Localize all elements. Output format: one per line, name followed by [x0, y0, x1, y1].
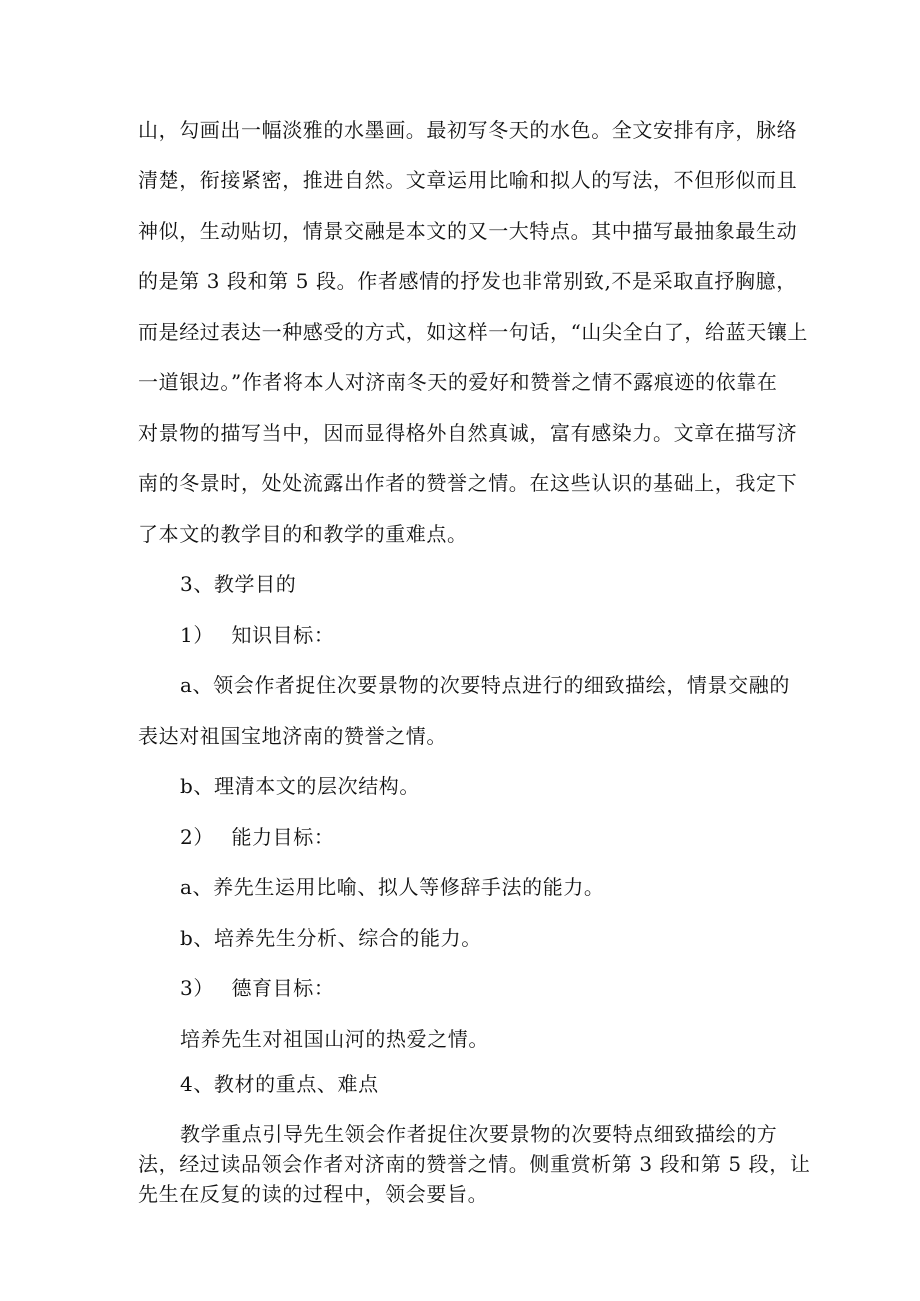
focus-para-line-1: 教学重点引导先生领会作者捉住次要景物的次要特点细致描绘的方	[180, 1122, 778, 1146]
section-3-title: 3、教学目的	[180, 572, 297, 596]
goal-2-title: 2） 能力目标：	[180, 825, 335, 849]
goal-1-a-line-2: 表达对祖国宝地济南的赞誉之情。	[138, 724, 447, 748]
goal-1-b: b、理清本文的层次结构。	[180, 774, 421, 798]
para1-line-3: 神似，生动贴切，情景交融是本文的又一大特点。其中描写最抽象最生动	[138, 219, 798, 243]
para1-line-7: 对景物的描写当中，因而显得格外自然真诚，富有感染力。文章在描写济	[138, 421, 798, 445]
para1-line-5: 而是经过表达一种感受的方式，如这样一句话，“山尖全白了，给蓝天镶上	[138, 320, 809, 344]
focus-para-line-2: 法，经过读品领会作者对济南的赞誉之情。侧重赏析第 3 段和第 5 段，让	[138, 1152, 811, 1176]
goal-3-text: 培养先生对祖国山河的热爱之情。	[180, 1027, 489, 1051]
para1-line-4: 的是第 3 段和第 5 段。作者感情的抒发也非常别致,不是采取直抒胸臆，	[138, 269, 797, 293]
goal-1-title: 1） 知识目标：	[180, 623, 335, 647]
goal-3-title: 3） 德育目标：	[180, 976, 335, 1000]
para1-line-9: 了本文的教学目的和教学的重难点。	[138, 522, 468, 546]
para1-line-2: 清楚，衔接紧密，推进自然。文章运用比喻和拟人的写法，不但形似而且	[138, 168, 798, 192]
goal-2-a: a、养先生运用比喻、拟人等修辞手法的能力。	[180, 875, 605, 899]
para1-line-1: 山，勾画出一幅淡雅的水墨画。最初写冬天的水色。全文安排有序，脉络	[138, 118, 798, 142]
para1-line-6: 一道银边。”作者将本人对济南冬天的爱好和赞誉之情不露痕迹的依靠在	[138, 370, 778, 394]
focus-para-line-3: 先生在反复的读的过程中，领会要旨。	[138, 1182, 489, 1206]
goal-2-b: b、培养先生分析、综合的能力。	[180, 926, 482, 950]
para1-line-8: 南的冬景时，处处流露出作者的赞誉之情。在这些认识的基础上，我定下	[138, 471, 798, 495]
section-4-title: 4、教材的重点、难点	[180, 1072, 379, 1096]
goal-1-a-line-1: a、领会作者捉住次要景物的次要特点进行的细致描绘，情景交融的	[180, 673, 790, 697]
